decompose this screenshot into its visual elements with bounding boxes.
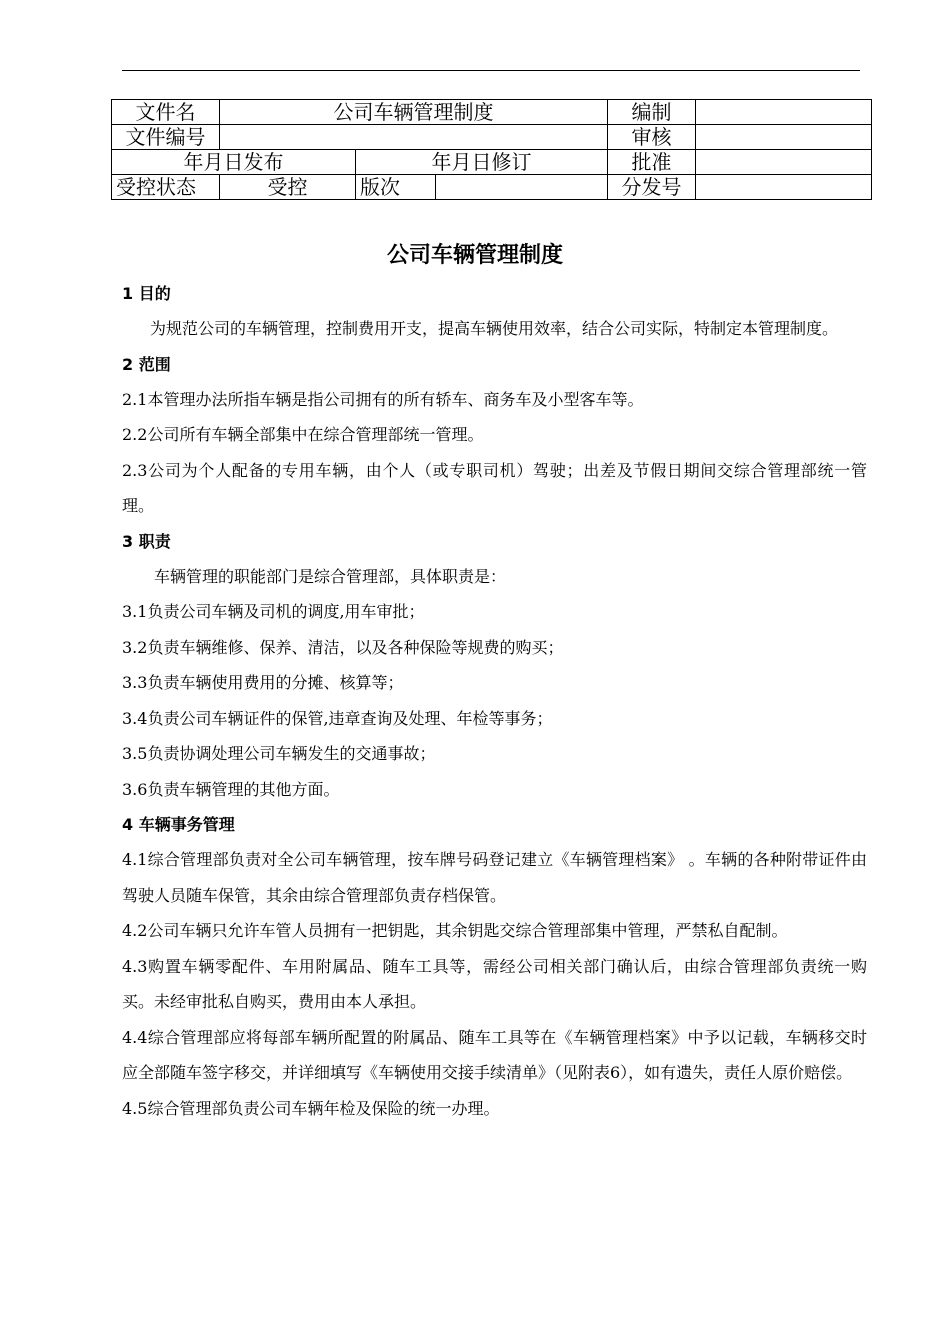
file-name-value: 公司车辆管理制度 xyxy=(220,100,608,125)
paragraph: 3.5负责协调处理公司车辆发生的交通事故； xyxy=(122,744,436,763)
paragraph: 4.4综合管理部应将每部车辆所配置的附属品、随车工具等在《车辆管理档案》中予以记载，车辆移交时应全部随车签字移交，并详细填写《车辆使用交接手续清单》（见附表6），如有遗失，责任人原价赔偿。 xyxy=(122,1027,867,1082)
paragraph: 3.3负责车辆使用费用的分摊、核算等； xyxy=(122,673,404,692)
file-no-value xyxy=(220,125,608,150)
header-rule xyxy=(122,70,860,71)
paragraph: 3.1负责公司车辆及司机的调度,用车审批； xyxy=(122,602,425,621)
document-control-table xyxy=(111,99,872,200)
paragraph: 4.5综合管理部负责公司车辆年检及保险的统一办理。 xyxy=(122,1098,500,1118)
document-title: 公司车辆管理制度 xyxy=(386,243,563,268)
distribution-label: 分发号 xyxy=(608,175,696,200)
control-status-value: 受控 xyxy=(220,175,356,200)
table-row xyxy=(112,125,872,150)
document-body xyxy=(122,276,867,1126)
paragraph: 车辆管理的职能部门是综合管理部，具体职责是： xyxy=(154,566,507,586)
table-row xyxy=(112,100,872,125)
section-heading-duties: 3 职责 xyxy=(122,531,171,551)
review-label: 审核 xyxy=(608,125,696,150)
distribution-value xyxy=(696,175,872,200)
paragraph: 3.4负责公司车辆证件的保管,违章查询及处理、年检等事务； xyxy=(122,708,553,728)
section-heading-vehicle-affairs: 4 车辆事务管理 xyxy=(122,815,235,834)
edit-label: 编制 xyxy=(608,100,696,125)
section-heading-scope: 2 范围 xyxy=(122,354,171,374)
paragraph: 4.2公司车辆只允许车管人员拥有一把钥匙，其余钥匙交综合管理部集中管理，严禁私自配制。 xyxy=(122,921,788,940)
paragraph: 3.6负责车辆管理的其他方面。 xyxy=(122,779,340,799)
table-row xyxy=(112,175,872,200)
paragraph: 为规范公司的车辆管理，控制费用开支，提高车辆使用效率，结合公司实际，特制定本管理制度。 xyxy=(150,319,839,338)
paragraph: 4.3购置车辆零配件、车用附属品、随车工具等，需经公司相关部门确认后，由综合管理部负责统一购买。未经审批私自购买，费用由本人承担。 xyxy=(122,956,867,1011)
section-heading-purpose: 1 目的 xyxy=(122,284,171,303)
version-label: 版次 xyxy=(356,175,436,200)
table-row xyxy=(112,150,872,175)
approve-value xyxy=(696,150,872,175)
paragraph: 4.1综合管理部负责对全公司车辆管理，按车牌号码登记建立《车辆管理档案》 。车辆的各种附带证件由驾驶人员随车保管，其余由综合管理部负责存档保管。 xyxy=(122,850,867,905)
control-status-label: 受控状态 xyxy=(112,175,220,200)
approve-label: 批准 xyxy=(608,150,696,175)
version-value xyxy=(436,175,608,200)
paragraph: 2.2公司所有车辆全部集中在综合管理部统一管理。 xyxy=(122,425,484,444)
review-value xyxy=(696,125,872,150)
file-name-label: 文件名 xyxy=(112,100,220,125)
paragraph: 2.3公司为个人配备的专用车辆，由个人（或专职司机）驾驶；出差及节假日期间交综合管理部统一管理。 xyxy=(122,460,867,515)
publish-date-label: 年月日发布 xyxy=(112,150,356,175)
file-no-label: 文件编号 xyxy=(112,125,220,150)
paragraph: 2.1本管理办法所指车辆是指公司拥有的所有轿车、商务车及小型客车等。 xyxy=(122,389,644,409)
paragraph: 3.2负责车辆维修、保养、清洁，以及各种保险等规费的购买； xyxy=(122,637,564,657)
edit-value xyxy=(696,100,872,125)
revise-date-label: 年月日修订 xyxy=(356,150,608,175)
